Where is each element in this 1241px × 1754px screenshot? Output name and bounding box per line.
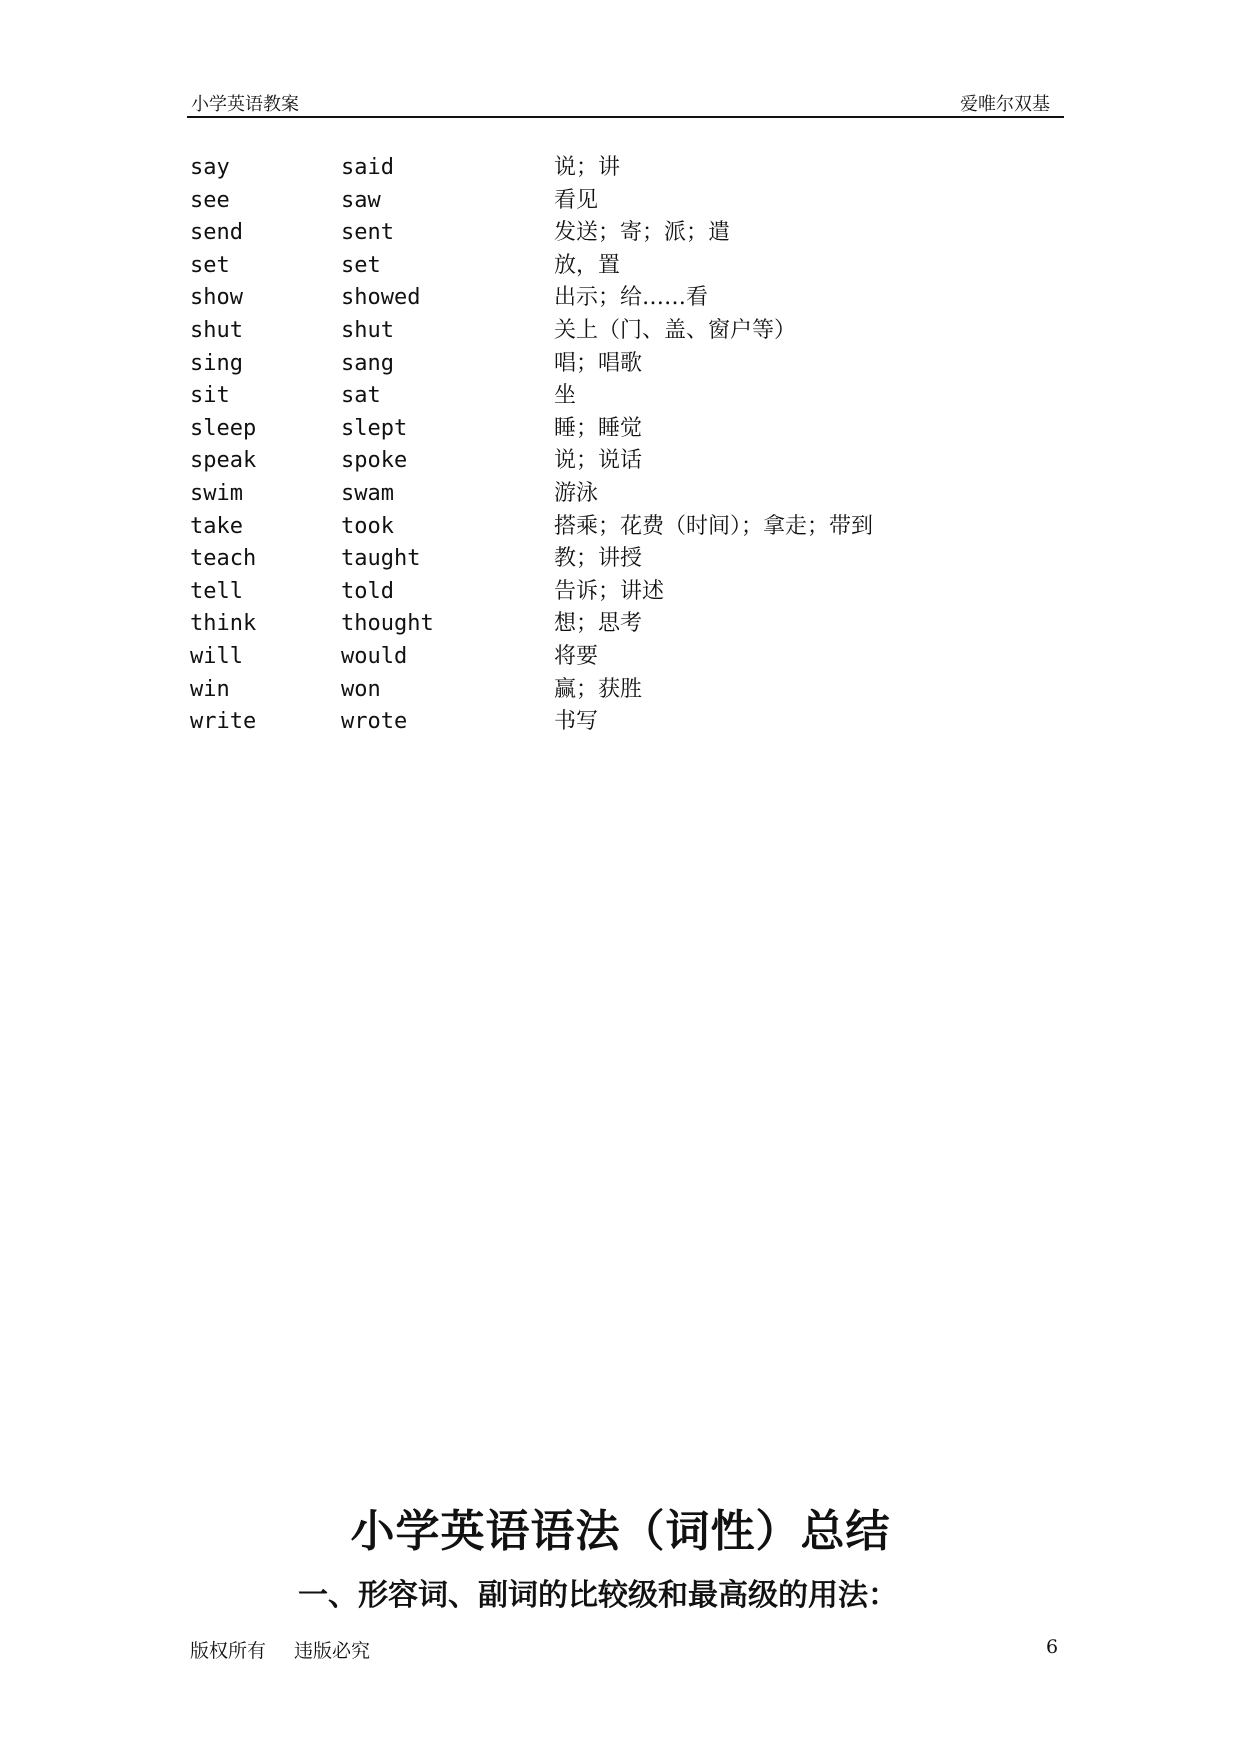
vocab-meaning: 关上（门、盖、窗户等） <box>554 317 797 343</box>
vocab-row <box>190 511 1050 544</box>
vocab-past-tense: taught <box>341 546 421 572</box>
vocab-past-tense: would <box>341 643 408 669</box>
section-title: 小学英语语法（词性）总结 <box>350 1506 891 1557</box>
vocab-past-tense: showed <box>341 285 421 311</box>
header-title: 小学英语教案 <box>191 94 299 115</box>
vocab-base-word: tell <box>190 578 243 604</box>
footer-piracy-text: 违版必究 <box>294 1640 371 1662</box>
vocabulary-list <box>190 152 1050 739</box>
vocab-row <box>190 152 1050 185</box>
vocab-row <box>190 348 1050 381</box>
vocab-row <box>190 413 1050 446</box>
vocab-row <box>190 185 1050 218</box>
vocab-base-word: will <box>190 643 243 669</box>
vocab-past-tense: won <box>341 676 381 702</box>
vocab-row <box>190 380 1050 413</box>
vocab-base-word: sing <box>190 350 243 376</box>
vocab-meaning: 想；思考 <box>554 611 643 637</box>
vocab-meaning: 说；说话 <box>554 448 643 474</box>
vocab-base-word: think <box>190 611 257 637</box>
vocab-past-tense: sang <box>341 350 394 376</box>
vocab-row <box>190 706 1050 739</box>
vocab-base-word: take <box>190 513 243 539</box>
page-header <box>187 88 1064 118</box>
vocab-base-word: sleep <box>190 415 257 441</box>
vocab-past-tense: swam <box>341 480 394 506</box>
vocab-base-word: write <box>190 709 257 735</box>
vocab-past-tense: set <box>341 252 381 278</box>
vocab-meaning: 唱；唱歌 <box>554 350 643 376</box>
vocab-past-tense: spoke <box>341 448 408 474</box>
vocab-meaning: 说；讲 <box>554 155 621 180</box>
vocab-meaning: 看见 <box>554 187 599 213</box>
vocab-row <box>190 543 1050 576</box>
vocab-row <box>190 608 1050 641</box>
vocab-base-word: set <box>190 252 230 278</box>
vocab-past-tense: shut <box>341 317 394 343</box>
footer-copyright-text: 版权所有 <box>190 1640 267 1662</box>
vocab-meaning: 将要 <box>554 643 599 669</box>
vocab-past-tense: wrote <box>341 709 408 735</box>
vocab-meaning: 出示；给……看 <box>554 285 709 311</box>
vocab-base-word: win <box>190 676 230 702</box>
vocab-row <box>190 674 1050 707</box>
vocab-past-tense: said <box>341 155 394 180</box>
vocab-base-word: shut <box>190 317 243 343</box>
vocab-past-tense: told <box>341 578 394 604</box>
page-number: 6 <box>1046 1636 1059 1658</box>
vocab-meaning: 睡；睡觉 <box>554 415 643 441</box>
vocab-row <box>190 445 1050 478</box>
vocab-meaning: 赢；获胜 <box>554 676 643 702</box>
section-subtitle: 一、形容词、副词的比较级和最高级的用法： <box>298 1578 898 1613</box>
vocab-row <box>190 576 1050 609</box>
vocab-row <box>190 315 1050 348</box>
vocab-row <box>190 478 1050 511</box>
footer-copyright <box>190 1636 370 1663</box>
vocab-row <box>190 282 1050 315</box>
header-brand: 爱唯尔双基 <box>960 94 1050 115</box>
vocab-meaning: 搭乘；花费（时间）；拿走；带到 <box>554 513 874 539</box>
vocab-meaning: 教；讲授 <box>554 546 643 572</box>
vocab-base-word: see <box>190 187 230 213</box>
vocab-meaning: 书写 <box>554 709 599 735</box>
vocab-row <box>190 217 1050 250</box>
vocab-meaning: 发送；寄；派；遣 <box>554 220 731 246</box>
vocab-base-word: show <box>190 285 243 311</box>
vocab-past-tense: sent <box>341 220 394 246</box>
vocab-base-word: teach <box>190 546 257 572</box>
vocab-meaning: 游泳 <box>554 480 599 506</box>
vocab-base-word: say <box>190 155 230 180</box>
vocab-row <box>190 250 1050 283</box>
vocab-past-tense: took <box>341 513 394 539</box>
vocab-base-word: speak <box>190 448 257 474</box>
vocab-meaning: 坐 <box>554 383 577 409</box>
vocab-base-word: swim <box>190 480 243 506</box>
vocab-base-word: sit <box>190 383 230 409</box>
vocab-past-tense: thought <box>341 611 434 637</box>
vocab-past-tense: slept <box>341 415 408 441</box>
vocab-past-tense: sat <box>341 383 381 409</box>
vocab-past-tense: saw <box>341 187 381 213</box>
vocab-meaning: 告诉；讲述 <box>554 578 665 604</box>
vocab-meaning: 放，置 <box>554 252 621 278</box>
vocab-base-word: send <box>190 220 243 246</box>
vocab-row <box>190 641 1050 674</box>
